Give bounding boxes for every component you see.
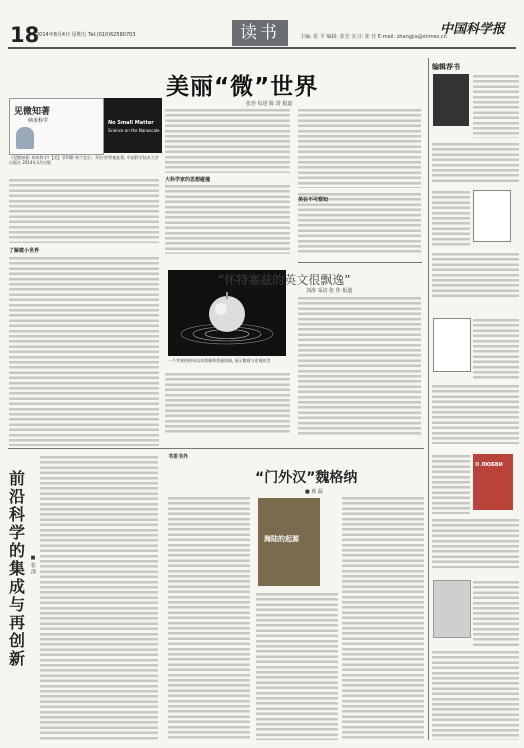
sidebar-text-10: [432, 650, 519, 740]
subhead-understand-small: 了解微小世界: [9, 248, 40, 254]
middle-column-text-1: [165, 108, 290, 173]
apple-caption: 一个苹果的纳米技术图像和普通图像, 展示微观与宏观的美: [168, 358, 271, 363]
quote-title: “怀特塞兹的英文很飘逸”: [218, 273, 351, 287]
subhead-scientists: 大科学家的思想碰撞: [165, 177, 211, 183]
second-article-title: “门外汉”魏格纳: [255, 470, 358, 486]
sidebar-text-1: [473, 74, 519, 138]
book-subtitle-cn: 纳米科学: [28, 118, 49, 124]
sidebar-text-7: [432, 454, 470, 514]
main-article-byline: 张佳 综述 陈 清 报道: [246, 101, 293, 107]
sidebar-book-3: [433, 318, 471, 372]
vertical-article-title: 前沿科学的集成与再创新: [8, 469, 25, 668]
sidebar-text-5: [473, 318, 519, 380]
page-number: 18: [10, 23, 40, 47]
sidebar-text-6: [432, 384, 519, 444]
left-column-text-2: [9, 256, 159, 446]
masthead-logo: 中国科学报: [440, 22, 506, 37]
sidebar-book-5: [433, 580, 471, 638]
issue-info: 2014年8月4日 星期五 Tel:(010)62580703: [36, 32, 136, 38]
main-right-text-1: [298, 108, 421, 188]
book-cover-figure: [16, 127, 34, 149]
sidebar-text-2: [432, 142, 519, 182]
book-title-en: No Small Matter: [108, 120, 154, 126]
vertical-article-text: [40, 455, 158, 740]
origin-cover-title: 海陆的起源: [264, 535, 299, 543]
quote-byline: 刘涛 采访 张 佳 报道: [306, 288, 353, 294]
header-rule: [8, 47, 516, 49]
masthead-info: 主编: 张 平 编辑: 张芳 实习: 张 佳 E-mail: zhangjia@stimes.cn: [300, 34, 447, 40]
subhead-beauty: 美在不可察知: [298, 197, 329, 203]
middle-column-text-3: [165, 372, 290, 434]
main-article-title: 美丽“微”世界: [166, 74, 319, 100]
second-article-byline: ■ 席 磊: [305, 489, 323, 495]
sidebar-book-4: [473, 454, 513, 510]
section-label-books: 书里书外: [168, 454, 189, 460]
quote-text-1: [298, 296, 421, 436]
book-cover-origin: [258, 498, 320, 586]
sidebar-text-8: [432, 518, 519, 568]
book-cover-no-small-matter: [9, 98, 104, 155]
quote-rule-top: [298, 262, 422, 263]
sidebar-book-1: [433, 74, 469, 126]
book-caption: 《见微知著: 纳米科学》【美】菲利斯·弗兰克尔、乔治·怀特塞兹著, 中国科学技术大学出版社 2014年3月出版: [9, 155, 159, 166]
section-divider: [8, 448, 424, 449]
sidebar-text-3: [432, 190, 470, 248]
section-label: 读书: [232, 20, 288, 46]
left-column-text-1: [9, 178, 159, 243]
sidebar-text-9: [473, 580, 519, 646]
middle-column-text-2: [165, 184, 290, 254]
second-article-text-3: [342, 496, 424, 740]
vertical-byline: ■ 张 清: [30, 555, 36, 575]
book-cover-en: [104, 98, 162, 153]
sidebar-book-4-title: O ЛЮБВИ: [475, 462, 503, 468]
sidebar-rule: [428, 58, 429, 740]
book-title-cn: 见微知著: [14, 107, 51, 117]
sidebar-text-4: [432, 252, 519, 300]
second-article-text-2: [256, 592, 338, 740]
book-subtitle-en: Science on the Nanoscale: [108, 128, 160, 133]
second-article-text-1: [168, 496, 250, 740]
sidebar-heading: 编辑荐书: [432, 63, 460, 71]
sidebar-book-2: [473, 190, 511, 242]
